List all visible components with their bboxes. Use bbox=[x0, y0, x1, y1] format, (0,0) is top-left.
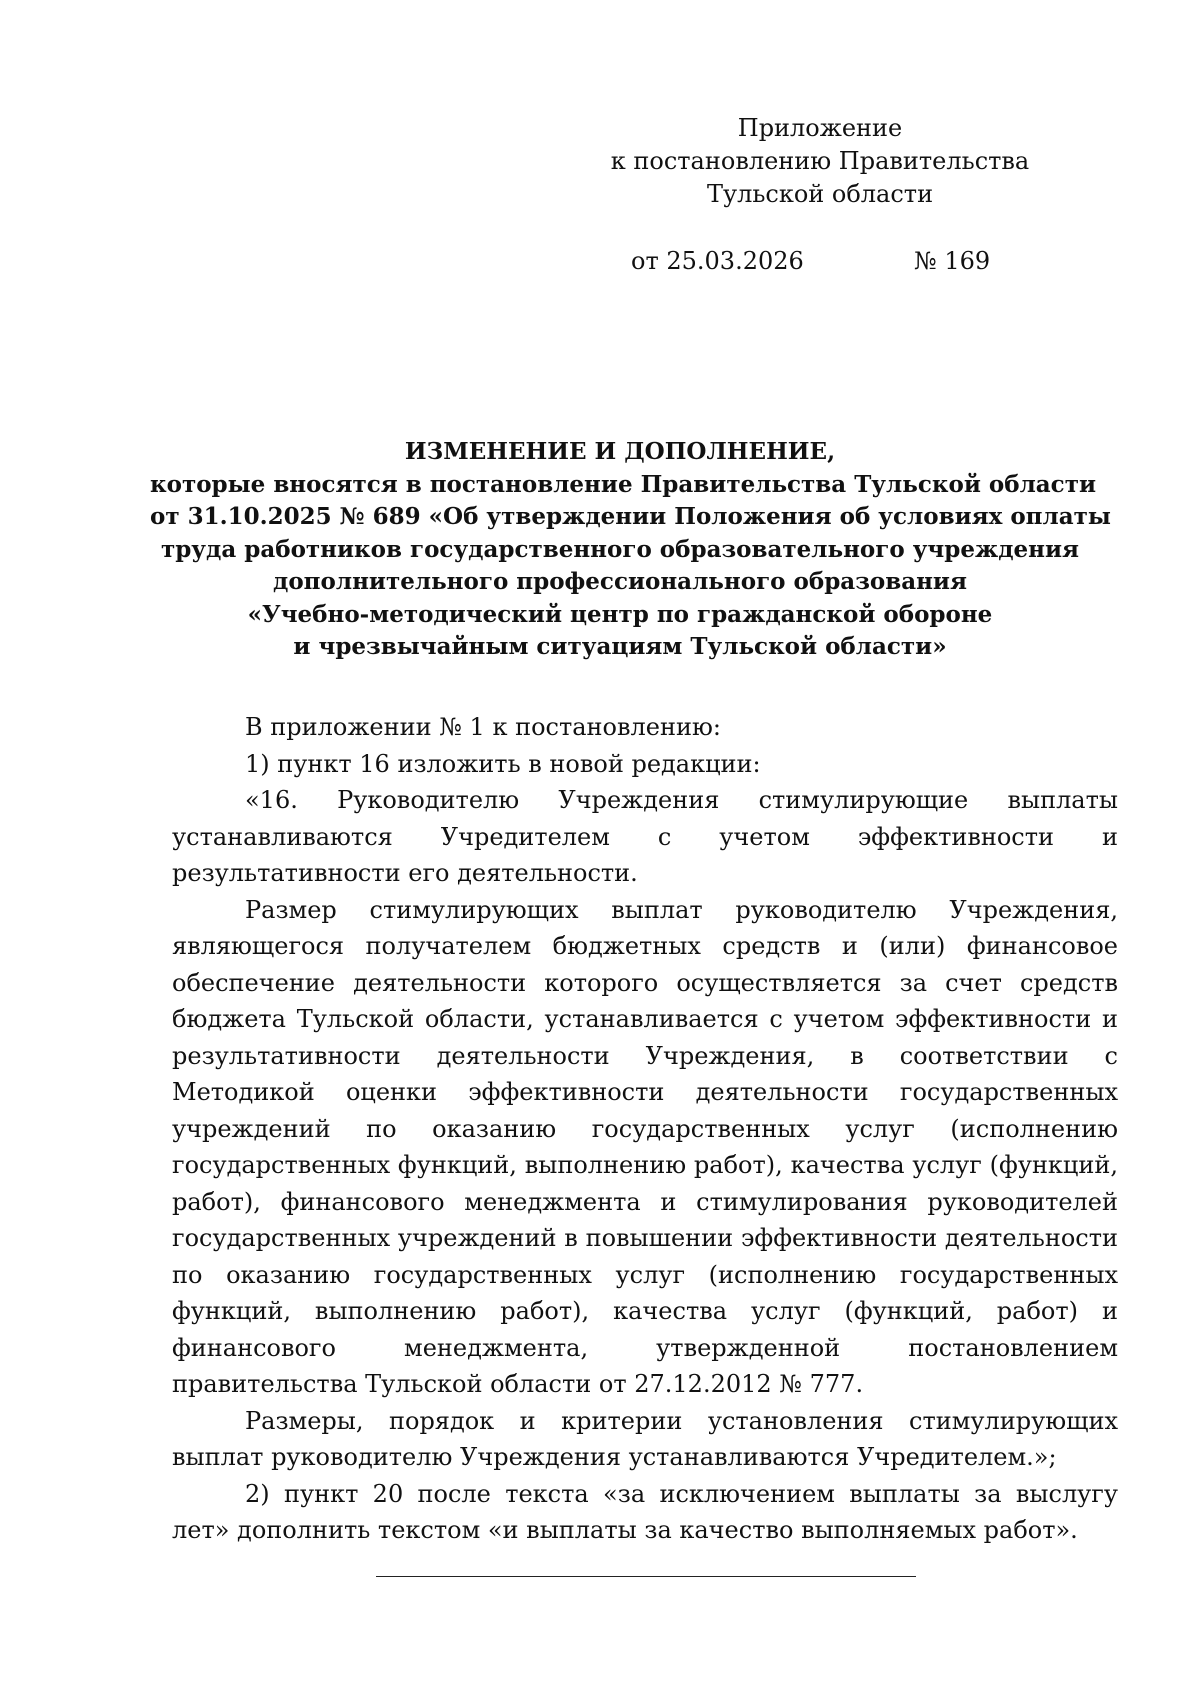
appendix-label: Приложение bbox=[737, 114, 903, 142]
appendix-number: № 169 bbox=[914, 247, 991, 275]
body-paragraph-item-1: 1) пункт 16 изложить в новой редакции: bbox=[245, 749, 761, 778]
title-line: и чрезвычайным ситуациям Тульской области» bbox=[293, 633, 947, 660]
appendix-region: Тульской области bbox=[706, 180, 934, 208]
title-line: дополнительного профессионального образования bbox=[273, 568, 967, 595]
title-line: от 31.10.2025 № 689 «Об утверждении Положения об условиях оплаты bbox=[150, 503, 1111, 530]
body-paragraph-stimulus-criteria: Размеры, порядок и критерии установления стимулирующих выплат руководителю Учреждения устанавливаются Учредителем.»; bbox=[172, 1406, 1118, 1471]
body-paragraph-intro: В приложении № 1 к постановлению: bbox=[245, 713, 721, 741]
appendix-reference: к постановлению Правительства bbox=[610, 147, 1030, 175]
appendix-header bbox=[600, 112, 1040, 211]
title-line: труда работников государственного образовательного учреждения bbox=[160, 535, 1080, 563]
appendix-date: от 25.03.2026 bbox=[631, 247, 804, 275]
document-title bbox=[150, 436, 1111, 664]
body-paragraph-stimulus-size: Размер стимулирующих выплат руководителю Учреждения, являющегося получателем бюджетных средств и (или) финансовое обеспечение деятельности которого осуществляется за счет средств бюджета Тульской области, устанавливается с учетом эффективности и результативности деятельности Учреждения, в соответствии с Методикой оценки эффективности деятельности государственных учреждений по оказанию государственных услуг (исполнению государственных функций, выполнению работ), качества услуг (функций, работ), финансового менеджмента и стимулирования руководителей государственных учреждений в повышении эффективности деятельности по оказанию государственных услуг (исполнению государственных функций, выполнению работ), качества услуг (функций, работ) и финансового менеджмента, утвержденной постановлением правительства Тульской области от 27.12.2012 № 777. bbox=[172, 895, 1118, 1398]
end-divider bbox=[376, 1576, 916, 1577]
title-line: ИЗМЕНЕНИЕ И ДОПОЛНЕНИЕ, bbox=[404, 438, 836, 465]
title-line: «Учебно-методический центр по гражданской обороне bbox=[247, 600, 993, 628]
body-paragraph-item-2: 2) пункт 20 после текста «за исключением выплаты за выслугу лет» дополнить текстом «и выплаты за качество выполняемых работ». bbox=[172, 1479, 1118, 1544]
document-body bbox=[172, 709, 1118, 1549]
body-paragraph-clause-16: «16. Руководителю Учреждения стимулирующие выплаты устанавливаются Учредителем с учетом эффективности и результативности его деятельности. bbox=[172, 786, 1118, 887]
title-line: которые вносятся в постановление Правительства Тульской области bbox=[150, 470, 1096, 498]
